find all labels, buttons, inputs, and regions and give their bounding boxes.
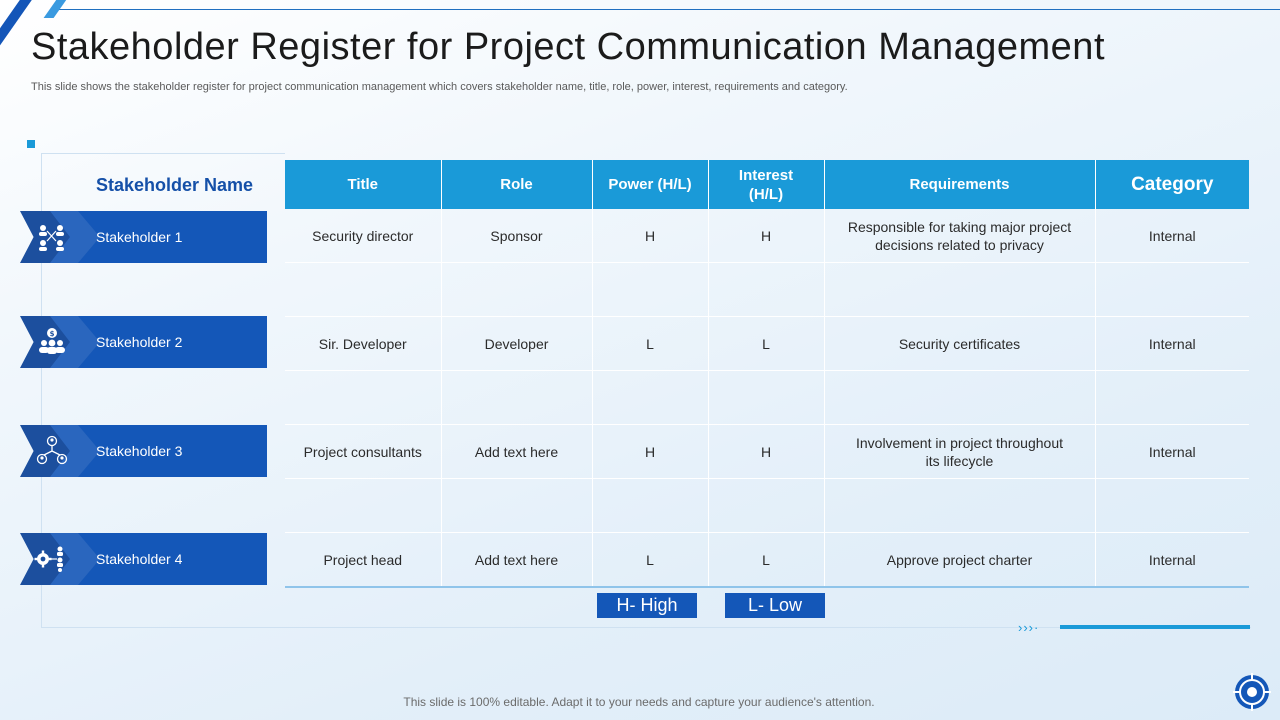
cell-role: Developer	[441, 317, 592, 371]
stakeholder-label: Stakeholder 3	[96, 443, 183, 459]
stakeholder-label: Stakeholder 1	[96, 229, 183, 245]
stakeholder-row-1	[20, 211, 267, 263]
cell-empty	[824, 371, 1095, 425]
cell-interest: H	[708, 425, 824, 479]
table-row-spacer	[285, 371, 1249, 425]
cell-interest: L	[708, 317, 824, 371]
cell-power: H	[592, 209, 708, 263]
cell-category: Internal	[1095, 317, 1249, 371]
legend-low: L- Low	[725, 593, 825, 618]
stakeholder-label: Stakeholder 4	[96, 551, 183, 567]
target-icon	[1232, 672, 1272, 712]
footer-note	[0, 695, 1280, 709]
cell-empty	[285, 371, 441, 425]
corner-square	[27, 140, 35, 148]
hierarchy-people-icon	[34, 435, 74, 467]
table-row-spacer	[285, 263, 1249, 317]
cell-empty	[708, 371, 824, 425]
header-interest: Interest (H/L)	[708, 160, 824, 209]
cell-requirements: Responsible for taking major project decisions related to privacy	[824, 209, 1095, 263]
decorative-line	[1060, 625, 1250, 629]
header-power: Power (H/L)	[592, 160, 708, 209]
footer-text: This slide is 100% editable. Adapt it to your needs and capture your audience's attention.	[403, 695, 875, 709]
cell-empty	[441, 371, 592, 425]
cell-role: Add text here	[441, 425, 592, 479]
cell-requirements: Approve project charter	[824, 533, 1095, 588]
table-row	[285, 317, 1249, 371]
cell-interest: L	[708, 533, 824, 588]
stakeholder-label: Stakeholder 2	[96, 334, 183, 350]
cell-title: Project consultants	[285, 425, 441, 479]
cell-category: Internal	[1095, 425, 1249, 479]
header-role: Role	[441, 160, 592, 209]
cell-empty	[441, 479, 592, 533]
cell-power: H	[592, 425, 708, 479]
table-row	[285, 209, 1249, 263]
cell-role: Sponsor	[441, 209, 592, 263]
svg-text:$: $	[49, 330, 55, 338]
page-subtitle: This slide shows the stakeholder register for project communication management which covers stakeholder name, title, role, power, interest, requirements and category.	[31, 81, 848, 93]
stakeholder-register-table	[285, 160, 1249, 588]
cell-empty	[285, 263, 441, 317]
cell-empty	[1095, 371, 1249, 425]
stakeholder-name-heading: Stakeholder Name	[96, 175, 254, 195]
page-title: Stakeholder Register for Project Communication Management	[31, 26, 1106, 68]
top-rule	[55, 9, 1280, 10]
table-row	[285, 533, 1249, 588]
header-title: Title	[285, 160, 441, 209]
cell-empty	[441, 263, 592, 317]
stakeholder-row-4	[20, 533, 267, 585]
dollar-team-icon	[34, 326, 74, 358]
content-frame-top	[41, 153, 285, 154]
decorative-arrows: ›››·	[1018, 620, 1040, 635]
cell-empty	[708, 479, 824, 533]
cell-empty	[592, 479, 708, 533]
cell-power: L	[592, 317, 708, 371]
cell-requirements: Security certificates	[824, 317, 1095, 371]
cell-title: Sir. Developer	[285, 317, 441, 371]
table-header-row	[285, 160, 1249, 209]
cell-empty	[824, 479, 1095, 533]
cell-empty	[1095, 479, 1249, 533]
table-row-spacer	[285, 479, 1249, 533]
legend-high: H- High	[597, 593, 697, 618]
cell-empty	[708, 263, 824, 317]
cell-title: Security director	[285, 209, 441, 263]
cell-category: Internal	[1095, 209, 1249, 263]
cell-empty	[285, 479, 441, 533]
cell-empty	[592, 263, 708, 317]
cell-role: Add text here	[441, 533, 592, 588]
cell-empty	[824, 263, 1095, 317]
cell-empty	[1095, 263, 1249, 317]
cell-category: Internal	[1095, 533, 1249, 588]
header-category: Category	[1095, 160, 1249, 209]
header-requirements: Requirements	[824, 160, 1095, 209]
team-network-icon	[34, 221, 74, 253]
cell-empty	[592, 371, 708, 425]
cell-power: L	[592, 533, 708, 588]
stakeholder-row-3	[20, 425, 267, 477]
gear-people-icon	[34, 543, 74, 575]
table-row	[285, 425, 1249, 479]
cell-title: Project head	[285, 533, 441, 588]
cell-interest: H	[708, 209, 824, 263]
stakeholder-row-2	[20, 316, 267, 368]
cell-requirements: Involvement in project throughout its lifecycle	[824, 425, 1095, 479]
